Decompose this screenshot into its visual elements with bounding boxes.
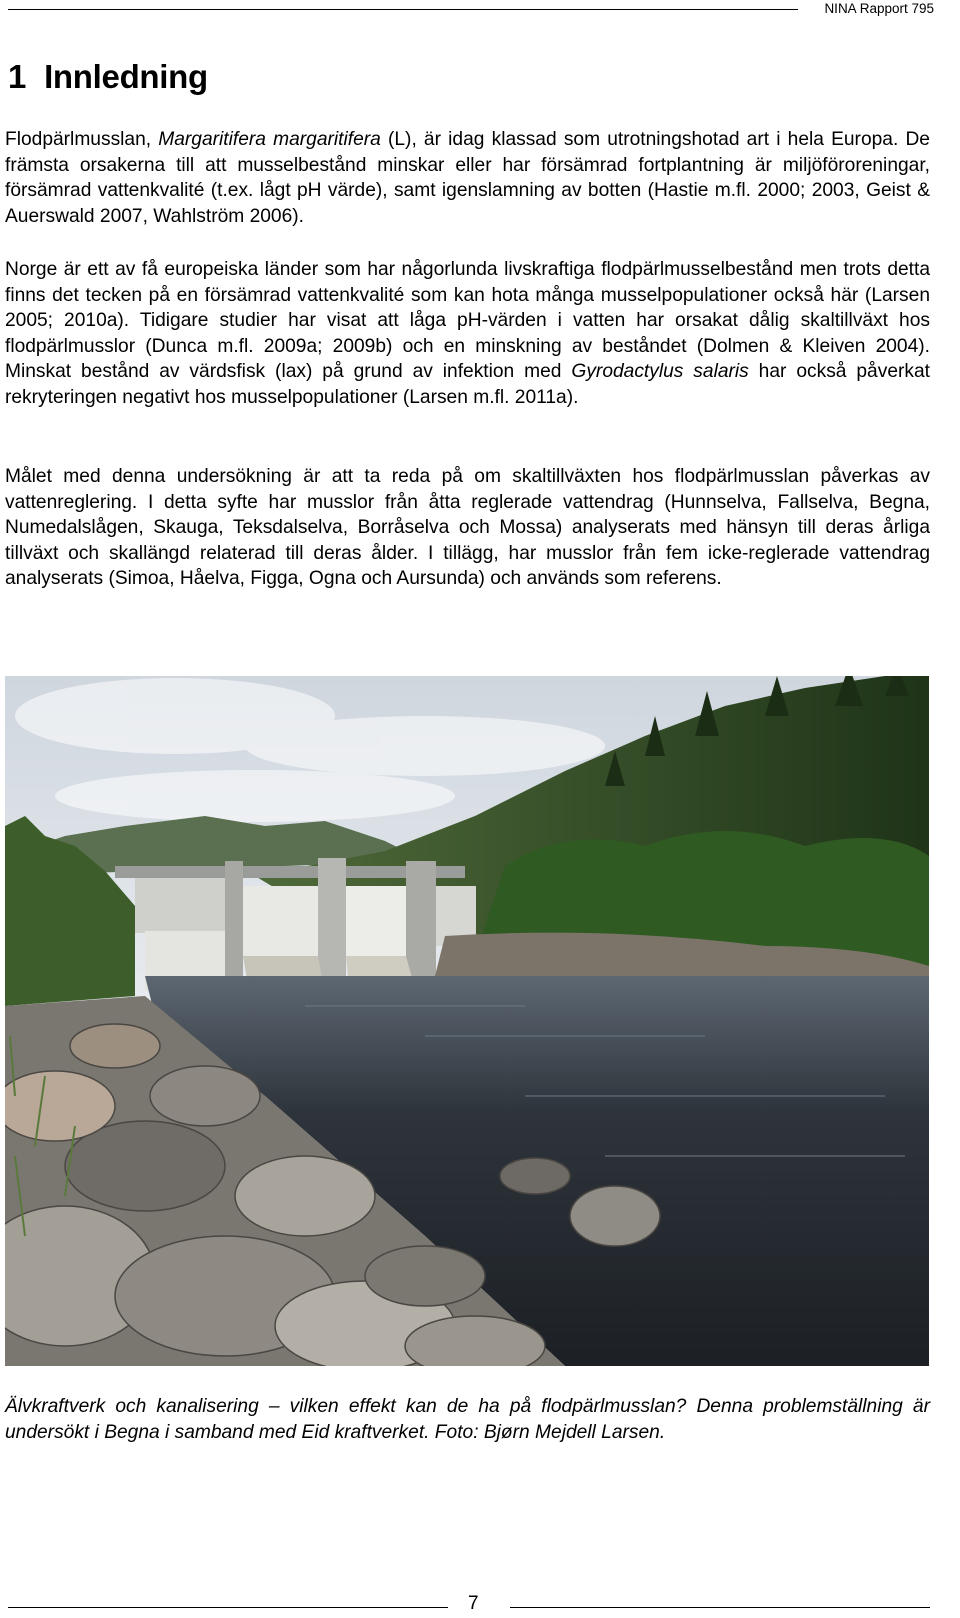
footer-rule-right <box>510 1607 930 1608</box>
intro-paragraph-2 <box>5 257 930 411</box>
footer-rule-left <box>8 1607 448 1608</box>
species-name: Margaritifera margaritifera <box>158 129 381 150</box>
p2-text-b: har också påverkat rekryteringen negativt hos musselpopulationer (Larsen m.fl. 2011a). <box>5 361 930 408</box>
p1-text-b: (L), är idag klassad som utrotningshotad art i hela Europa. De främsta orsakerna till att musselbestånd minskar eller har försämrad fortplantning är miljöföroreningar, försämrad vattenkvalité (t.ex. lågt pH värde), samt igenslamning av botten (Hastie m.fl. 2000; 2003, Geist & Auerswald 2007, Wahlström 2006). <box>5 129 930 227</box>
section-heading <box>8 58 208 96</box>
intro-paragraph-3: Målet med denna undersökning är att ta reda på om skaltillväxten hos flodpärlmusslan påverkas av vattenreglering. I detta syfte har musslor från åtta reglerade vattendrag (Hunnselva, Fallselva, Begna, Numedalslågen, Skauga, Teksdalselva, Borråselva och Mossa) analyserats med hänsyn till deras årliga tillväxt och skallängd relaterad till deras ålder. I tillägg, har musslor från fem icke-reglerade vattendrag analyserats (Simoa, Håelva, Figga, Ogna och Aursunda) och används som referens. <box>5 466 930 590</box>
section-title: Innledning <box>44 58 208 95</box>
dam-river-photo <box>5 676 929 1366</box>
p1-text-a: Flodpärlmusslan, <box>5 129 159 150</box>
photo-caption: Älvkraftverk och kanalisering – vilken effekt kan de ha på flodpärlmusslan? Denna problemställning är undersökt i Begna i samband med Eid kraftverket. Foto: Bjørn Mejdell Larsen. <box>5 1396 930 1443</box>
parasite-name: Gyrodactylus salaris <box>571 361 749 383</box>
section-number: 1 <box>8 58 27 95</box>
intro-paragraph-1 <box>5 127 930 229</box>
p2-text-a: Norge är ett av få europeiska länder som har någorlunda livskraftiga flodpärlmusselbestånd men trots detta finns det tecken på en försämrad vattenkvalité som kan hota många musselpopulationer också här (Larsen 2005; 2010a). Tidigare studier har visat att låga pH-värden i vatten har orsakat dålig skaltillväxt hos flodpärlmusslor (Dunca m.fl. 2009a; 2009b) och en minskning av beståndet (Dolmen & Kleiven 2004). Minskat bestånd av värdsfisk (lax) på grund av infektion med <box>5 259 930 383</box>
report-header: NINA Rapport 795 <box>824 1 934 16</box>
header-rule <box>8 9 798 10</box>
page-number: 7 <box>468 1593 479 1614</box>
